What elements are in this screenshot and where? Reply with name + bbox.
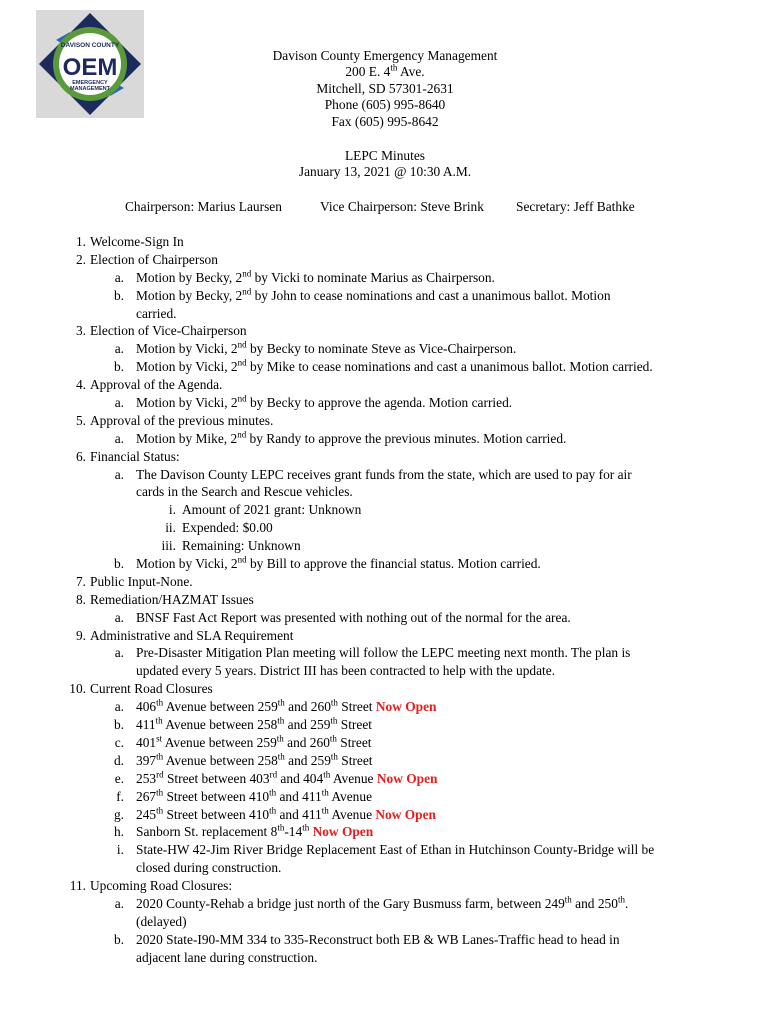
minutes-list — [0, 233, 770, 967]
text-segment: and 411 — [276, 788, 322, 804]
ordinal-suffix: th — [321, 805, 329, 816]
ordinal-suffix: th — [564, 894, 572, 905]
text-segment: cards in the Search and Rescue vehicles. — [136, 484, 353, 500]
text-segment: Remediation/HAZMAT Issues — [90, 591, 254, 607]
text-segment: Motion by Vicki, 2 — [136, 359, 238, 375]
ordinal-suffix: th — [330, 715, 338, 726]
list-item — [0, 394, 770, 412]
ordinal-suffix: th — [321, 787, 329, 798]
ordinal-suffix: nd — [237, 393, 247, 404]
list-item-text — [90, 251, 218, 269]
text-segment: Approval of the Agenda. — [90, 377, 223, 393]
list-item — [0, 448, 770, 466]
list-item — [0, 519, 770, 537]
text-segment: Approval of the previous minutes. — [90, 412, 274, 428]
list-item — [0, 573, 770, 591]
text-segment: updated every 5 years. District III has been contracted to help with the update. — [136, 663, 556, 679]
list-item — [0, 877, 770, 895]
ordinal-suffix: th — [155, 715, 163, 726]
list-item — [0, 555, 770, 573]
list-item-text — [136, 287, 611, 305]
ordinal-suffix: nd — [242, 268, 252, 279]
text-segment: Motion by Vicki, 2 — [136, 556, 238, 572]
list-item-text — [136, 662, 555, 680]
meeting-title: LEPC Minutes — [345, 148, 425, 163]
text-segment: Street between 410 — [163, 788, 270, 804]
meeting-date: January 13, 2021 @ 10:30 A.M. — [298, 164, 472, 180]
list-item — [0, 823, 770, 841]
meeting-title-block — [0, 148, 770, 181]
text-segment: 397 — [136, 752, 157, 768]
logo-main-text: OEM — [62, 54, 118, 81]
list-item — [0, 734, 770, 752]
text-segment: adjacent lane during construction. — [136, 949, 318, 965]
list-item-continuation — [0, 662, 770, 680]
text-segment: Expended: $0.00 — [182, 520, 273, 536]
text-segment: Motion by Becky, 2 — [136, 269, 243, 285]
list-item — [0, 466, 770, 484]
ordinal-suffix: th — [277, 697, 285, 708]
text-segment: Avenue — [328, 806, 376, 822]
list-marker: f. — [116, 788, 124, 804]
text-segment: Motion by Vicki, 2 — [136, 341, 238, 357]
text-segment: Avenue between 258 — [163, 752, 278, 768]
list-marker: 3. — [75, 323, 86, 339]
text-segment: Motion by Vicki, 2 — [136, 395, 238, 411]
list-item-text — [182, 501, 361, 519]
text-segment: Pre-Disaster Mitigation Plan meeting will follow the LEPC meeting next month. The plan is — [136, 645, 631, 661]
ordinal-suffix: nd — [237, 429, 247, 440]
ordinal-suffix: nd — [237, 339, 247, 350]
text-segment: Amount of 2021 grant: Unknown — [182, 502, 362, 518]
logo-top-text: DAVISON COUNTY — [60, 42, 120, 49]
text-segment: 406 — [136, 699, 157, 715]
list-item-text — [136, 841, 654, 859]
text-segment: Street between 403 — [163, 770, 270, 786]
text-segment: Financial Status: — [90, 448, 180, 464]
list-item — [0, 680, 770, 698]
list-item-text — [90, 591, 254, 609]
list-marker: 9. — [75, 627, 86, 643]
text-segment: by Becky to nominate Steve as Vice-Chairperson. — [246, 341, 517, 357]
ordinal-suffix: th — [329, 733, 337, 744]
ordinal-suffix: rd — [269, 769, 278, 780]
list-item-text — [136, 466, 632, 484]
text-segment: and 259 — [284, 717, 331, 733]
list-marker: 6. — [75, 448, 86, 464]
list-item-text — [136, 555, 541, 573]
text-segment: Motion by Becky, 2 — [136, 287, 243, 303]
text-segment: State-HW 42-Jim River Bridge Replacement East of Ethan in Hutchinson County-Bridge will be — [136, 842, 655, 858]
text-segment: and 250 — [571, 895, 618, 911]
list-item — [0, 931, 770, 949]
text-segment: carried. — [136, 305, 177, 321]
text-segment: Avenue — [328, 788, 373, 804]
text-segment: Street between 410 — [163, 806, 270, 822]
list-marker: b. — [113, 359, 124, 375]
list-item — [0, 591, 770, 609]
list-marker: i. — [116, 842, 124, 858]
list-item — [0, 770, 770, 788]
text-segment: . — [624, 895, 629, 911]
org-header — [0, 48, 770, 130]
text-segment: by Vicki to nominate Marius as Chairperson. — [251, 269, 495, 285]
list-item — [0, 501, 770, 519]
list-marker: a. — [114, 466, 124, 482]
list-marker: 2. — [75, 251, 86, 267]
list-item-text — [136, 609, 571, 627]
list-item — [0, 895, 770, 913]
status-now-open: Now Open — [375, 699, 437, 715]
list-item-text — [136, 770, 437, 788]
list-item — [0, 609, 770, 627]
list-item — [0, 322, 770, 340]
text-segment: Motion by Mike, 2 — [136, 430, 238, 446]
ordinal-suffix: rd — [156, 769, 164, 780]
text-segment: by Mike to cease nominations and cast a unanimous ballot. Motion carried. — [246, 359, 653, 375]
list-marker: 8. — [75, 591, 86, 607]
org-address: 200 E. 4th Ave. — [345, 62, 425, 80]
list-marker: a. — [114, 699, 124, 715]
text-segment: 411 — [136, 717, 156, 733]
list-marker: h. — [113, 824, 124, 840]
vice-chairperson: Vice Chairperson: Steve Brink — [320, 199, 484, 214]
text-segment: by Becky to approve the agenda. Motion carried. — [246, 395, 513, 411]
list-marker: 11. — [69, 878, 86, 894]
text-segment: Administrative and SLA Requirement — [90, 627, 294, 643]
list-item-text — [90, 877, 232, 895]
list-marker: i. — [168, 502, 176, 518]
ordinal-suffix: nd — [242, 286, 252, 297]
text-segment: and 411 — [276, 806, 322, 822]
list-marker: b. — [113, 931, 124, 947]
list-item — [0, 412, 770, 430]
text-segment: Upcoming Road Closures: — [90, 878, 233, 894]
text-segment: 401 — [136, 734, 157, 750]
list-marker: 10. — [69, 681, 86, 697]
list-marker: a. — [114, 341, 124, 357]
status-now-open: Now Open — [375, 806, 436, 822]
status-now-open: Now Open — [312, 824, 374, 840]
ordinal-suffix: th — [617, 894, 625, 905]
list-item-text — [136, 734, 372, 752]
org-name: Davison County Emergency Management — [272, 48, 498, 63]
list-item-continuation — [0, 305, 770, 323]
text-segment: by Randy to approve the previous minutes. Motion carried. — [246, 430, 567, 446]
list-item-text — [136, 716, 372, 734]
list-item — [0, 269, 770, 287]
list-item — [0, 358, 770, 376]
list-marker: ii. — [165, 520, 176, 536]
ordinal-suffix: th — [269, 787, 277, 798]
secretary: Secretary: Jeff Bathke — [516, 199, 635, 214]
list-marker: b. — [113, 556, 124, 572]
list-marker: d. — [113, 752, 124, 768]
list-item — [0, 233, 770, 251]
list-marker: a. — [114, 645, 124, 661]
list-item-text — [136, 340, 516, 358]
list-marker: a. — [114, 430, 124, 446]
list-item-text — [90, 448, 180, 466]
list-item-text — [90, 573, 193, 591]
list-item-text — [136, 788, 372, 806]
list-item-text — [136, 949, 317, 967]
text-segment: Street — [337, 717, 373, 733]
list-item-text — [136, 305, 177, 323]
logo-bottom-text-1: EMERGENCY — [72, 80, 108, 86]
org-fax: Fax (605) 995-8642 — [331, 113, 439, 129]
text-segment: Street — [337, 699, 376, 715]
list-item — [0, 752, 770, 770]
text-segment: Election of Vice-Chairperson — [90, 323, 247, 339]
list-item-text — [136, 806, 436, 824]
text-segment: closed during construction. — [136, 860, 282, 876]
text-segment: BNSF Fast Act Report was presented with nothing out of the normal for the area. — [136, 609, 571, 625]
list-item-continuation — [0, 913, 770, 931]
text-segment: and 404 — [277, 770, 324, 786]
list-item-text — [136, 931, 620, 949]
ordinal-suffix: th — [156, 697, 164, 708]
chairperson: Chairperson: Marius Laursen — [125, 199, 282, 214]
list-item-text — [136, 358, 653, 376]
list-item — [0, 627, 770, 645]
list-item — [0, 287, 770, 305]
list-item-text — [136, 913, 187, 931]
text-segment: Avenue between 258 — [162, 717, 278, 733]
text-segment: Welcome-Sign In — [90, 234, 184, 249]
list-item-text — [90, 322, 247, 340]
list-item-text — [182, 519, 273, 537]
ordinal-suffix: th — [330, 751, 338, 762]
org-phone: Phone (605) 995-8640 — [324, 97, 446, 113]
list-item-text — [136, 644, 630, 662]
text-segment: Avenue between 259 — [163, 699, 278, 715]
list-marker: 7. — [75, 573, 86, 589]
list-item-text — [136, 269, 495, 287]
ordinal-suffix: th — [156, 751, 164, 762]
list-item-continuation — [0, 949, 770, 967]
list-item-text — [136, 895, 628, 913]
list-item-text — [136, 859, 281, 877]
ordinal-suffix: th — [277, 715, 285, 726]
ordinal-suffix: th — [277, 822, 285, 833]
list-item — [0, 698, 770, 716]
text-segment: Remaining: Unknown — [182, 538, 301, 554]
list-marker: g. — [113, 806, 124, 822]
list-marker: iii. — [161, 538, 176, 554]
list-item-text — [136, 752, 373, 770]
text-segment: and 259 — [284, 752, 331, 768]
list-item — [0, 716, 770, 734]
list-marker: b. — [113, 717, 124, 733]
ordinal-suffix: th — [323, 769, 331, 780]
text-segment: (delayed) — [136, 913, 187, 929]
text-segment: Sanborn St. replacement 8 — [136, 824, 278, 840]
text-segment: and 260 — [283, 734, 330, 750]
list-item — [0, 340, 770, 358]
ordinal-suffix: th — [302, 822, 310, 833]
status-now-open: Now Open — [376, 770, 438, 786]
list-marker: a. — [114, 269, 124, 285]
list-item — [0, 251, 770, 269]
list-item-text — [182, 537, 301, 555]
list-item-continuation — [0, 483, 770, 501]
text-segment: Current Road Closures — [90, 681, 213, 697]
list-marker: 1. — [75, 234, 86, 249]
list-item-continuation — [0, 859, 770, 877]
text-segment: 267 — [136, 788, 157, 804]
text-segment: Avenue — [330, 770, 377, 786]
list-marker: a. — [114, 895, 124, 911]
text-segment: by John to cease nominations and cast a unanimous ballot. Motion — [251, 287, 611, 303]
logo-bottom-text-2: MANAGEMENT — [69, 86, 111, 92]
list-item-text — [136, 394, 512, 412]
list-item-text — [90, 412, 273, 430]
list-item — [0, 788, 770, 806]
text-segment: -14 — [284, 824, 303, 840]
list-item-text — [136, 483, 353, 501]
list-marker: a. — [114, 609, 124, 625]
list-marker: 4. — [75, 377, 86, 393]
text-segment: The Davison County LEPC receives grant funds from the state, which are used to pay for air — [136, 466, 632, 482]
org-city: Mitchell, SD 57301-2631 — [316, 80, 454, 96]
text-segment: Street — [336, 734, 372, 750]
ordinal-suffix: th — [276, 733, 284, 744]
list-marker: b. — [113, 287, 124, 303]
ordinal-suffix: th — [277, 751, 285, 762]
list-item-text — [136, 823, 373, 841]
ordinal-suffix: th — [269, 805, 277, 816]
text-segment: 253 — [136, 770, 157, 786]
list-item-text — [136, 430, 566, 448]
text-segment: Election of Chairperson — [90, 251, 218, 267]
text-segment: 245 — [136, 806, 157, 822]
text-segment: Public Input-None. — [90, 573, 193, 589]
list-marker: a. — [114, 395, 124, 411]
list-item — [0, 537, 770, 555]
list-item — [0, 430, 770, 448]
list-item — [0, 806, 770, 824]
text-segment: 2020 State-I90-MM 334 to 335-Reconstruct both EB & WB Lanes-Traffic head to head in — [136, 931, 620, 947]
ordinal-suffix: th — [156, 805, 164, 816]
list-marker: c. — [114, 734, 124, 750]
ordinal-suffix: th — [330, 697, 338, 708]
list-item-text — [90, 680, 213, 698]
text-segment: Street — [337, 752, 373, 768]
ordinal-suffix: nd — [237, 357, 247, 368]
list-item-text — [90, 627, 293, 645]
text-segment: and 260 — [284, 699, 331, 715]
ordinal-suffix: st — [156, 733, 163, 744]
text-segment: Avenue between 259 — [162, 734, 277, 750]
list-item-text — [90, 233, 184, 251]
list-item — [0, 644, 770, 662]
list-item-text — [90, 376, 222, 394]
ordinal-suffix: nd — [237, 554, 247, 565]
list-item — [0, 841, 770, 859]
list-marker: e. — [114, 770, 124, 786]
list-item — [0, 376, 770, 394]
text-segment: by Bill to approve the financial status. Motion carried. — [246, 556, 541, 572]
text-segment: 2020 County-Rehab a bridge just north of the Gary Busmuss farm, between 249 — [136, 895, 565, 911]
list-item-text — [136, 698, 437, 716]
ordinal-suffix: th — [156, 787, 164, 798]
list-marker: 5. — [75, 412, 86, 428]
